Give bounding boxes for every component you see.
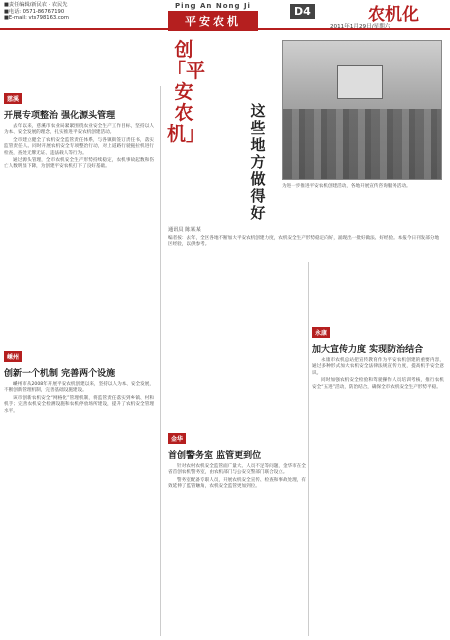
editor-note: 编者按：去年，全区各地不断加大平安农机创建力度，农机安全生产形势稳定向好，涌现出一批好做法、好经验。本报今日刊发部分地区经验，以供参考。 (168, 236, 440, 248)
section-tag: 嵊州 (4, 351, 22, 362)
article-shengzhou (4, 344, 154, 416)
paragraph: 嵊州市从2008年开展平安农机创建以来，坚持以人为本、安全发展，不断创新管理机制，完善基础设施建设。 (4, 382, 154, 394)
masthead-info-line: ■电话: 0571-86767190 (4, 8, 65, 15)
section-tag: 慈溪 (4, 93, 22, 104)
column-divider (308, 262, 309, 636)
paragraph: 去年以来，慈溪市农业局紧紧围绕农业安全生产工作目标，坚持以人为本、安全发展的理念，扎实推进平安农机创建活动。 (4, 124, 154, 136)
article-cixi (4, 86, 154, 172)
section-tag: 永康 (312, 327, 330, 338)
paper-name: 农机化 (368, 5, 419, 25)
article-body (4, 124, 154, 171)
column-divider (160, 86, 161, 636)
news-photo (282, 40, 442, 180)
section-title: 加大宣传力度 实现防治结合 (312, 345, 424, 355)
paragraph: 该市创新农机安全“网格化”管理机制，将监管责任落实到乡镇、村和机手；完善农机安全检测设施和农机停放场所建设，提升了农机安全管理水平。 (4, 395, 154, 414)
article-body (4, 382, 154, 415)
photo-crowd (283, 109, 441, 179)
headline-main: 创「平安农机」 (167, 39, 206, 145)
section-banner (168, 2, 258, 31)
masthead (0, 0, 450, 30)
photo-caption: 为进一步推进平安农机创建活动，各地开展宣传咨询服务活动。 (282, 184, 411, 189)
masthead-info (4, 2, 69, 22)
headline-sub: 这些地方做得好 (250, 102, 266, 222)
paragraph: 警务室配备专职人员，开展农机安全宣传、检查和事故处理，有效延伸了监管触角，农机安全监管更加到位。 (168, 477, 306, 490)
section-tag: 金华 (168, 433, 186, 444)
paragraph: 针对农村农机安全监管面广量大、人员不足等问题，金华市在全省首创农机警务室，由农机部门与公安交警部门联合设立。 (168, 464, 306, 476)
article-jinhua (168, 426, 306, 492)
section-title: 首创警务室 监管更到位 (168, 451, 262, 461)
section-title: 创新一个机制 完善两个设施 (4, 369, 116, 379)
page-number: D4 (290, 4, 315, 19)
paragraph: 通过源头管理，全市农机安全生产形势持续稳定，农机事故起数和伤亡人数明显下降，为创建平安农机打下了良好基础。 (4, 158, 154, 170)
masthead-info-line: ■E-mail: vts798163.com (4, 15, 69, 22)
article-body (168, 464, 306, 491)
paragraph: 永康市农机总站把宣传教育作为平安农机创建的重要内容，通过多种形式加大农机安全法律法规宣传力度，提高机手安全意识。 (312, 358, 444, 376)
masthead-info-line: ■责任编辑/新民农 · 农民先 (4, 2, 68, 8)
section-name-cn: 平安农机 (168, 11, 258, 31)
section-name-en: Ping An Nong Ji (175, 2, 251, 10)
article-body (312, 358, 444, 391)
paragraph: 同时加强农机安全检验和驾驶操作人员培训考核，推行农机安全“五进”活动，防治结合，确保全市农机安全生产形势平稳。 (312, 378, 444, 390)
byline: 通讯员 陈某某 (168, 227, 201, 233)
issue-date: 2011年1月29日/星期六 (330, 24, 391, 30)
paragraph: 全市建立健全了农机安全监管责任体系，与各镇街签订责任书，落实监管责任人。同时开展农机安全专项整治行动，对上道路行驶拖拉机进行检查，查处无牌无证、违法载人等行为。 (4, 137, 154, 156)
article-yongkang (312, 320, 444, 392)
photo-board (337, 65, 383, 99)
section-title: 开展专项整治 强化源头管理 (4, 111, 116, 121)
